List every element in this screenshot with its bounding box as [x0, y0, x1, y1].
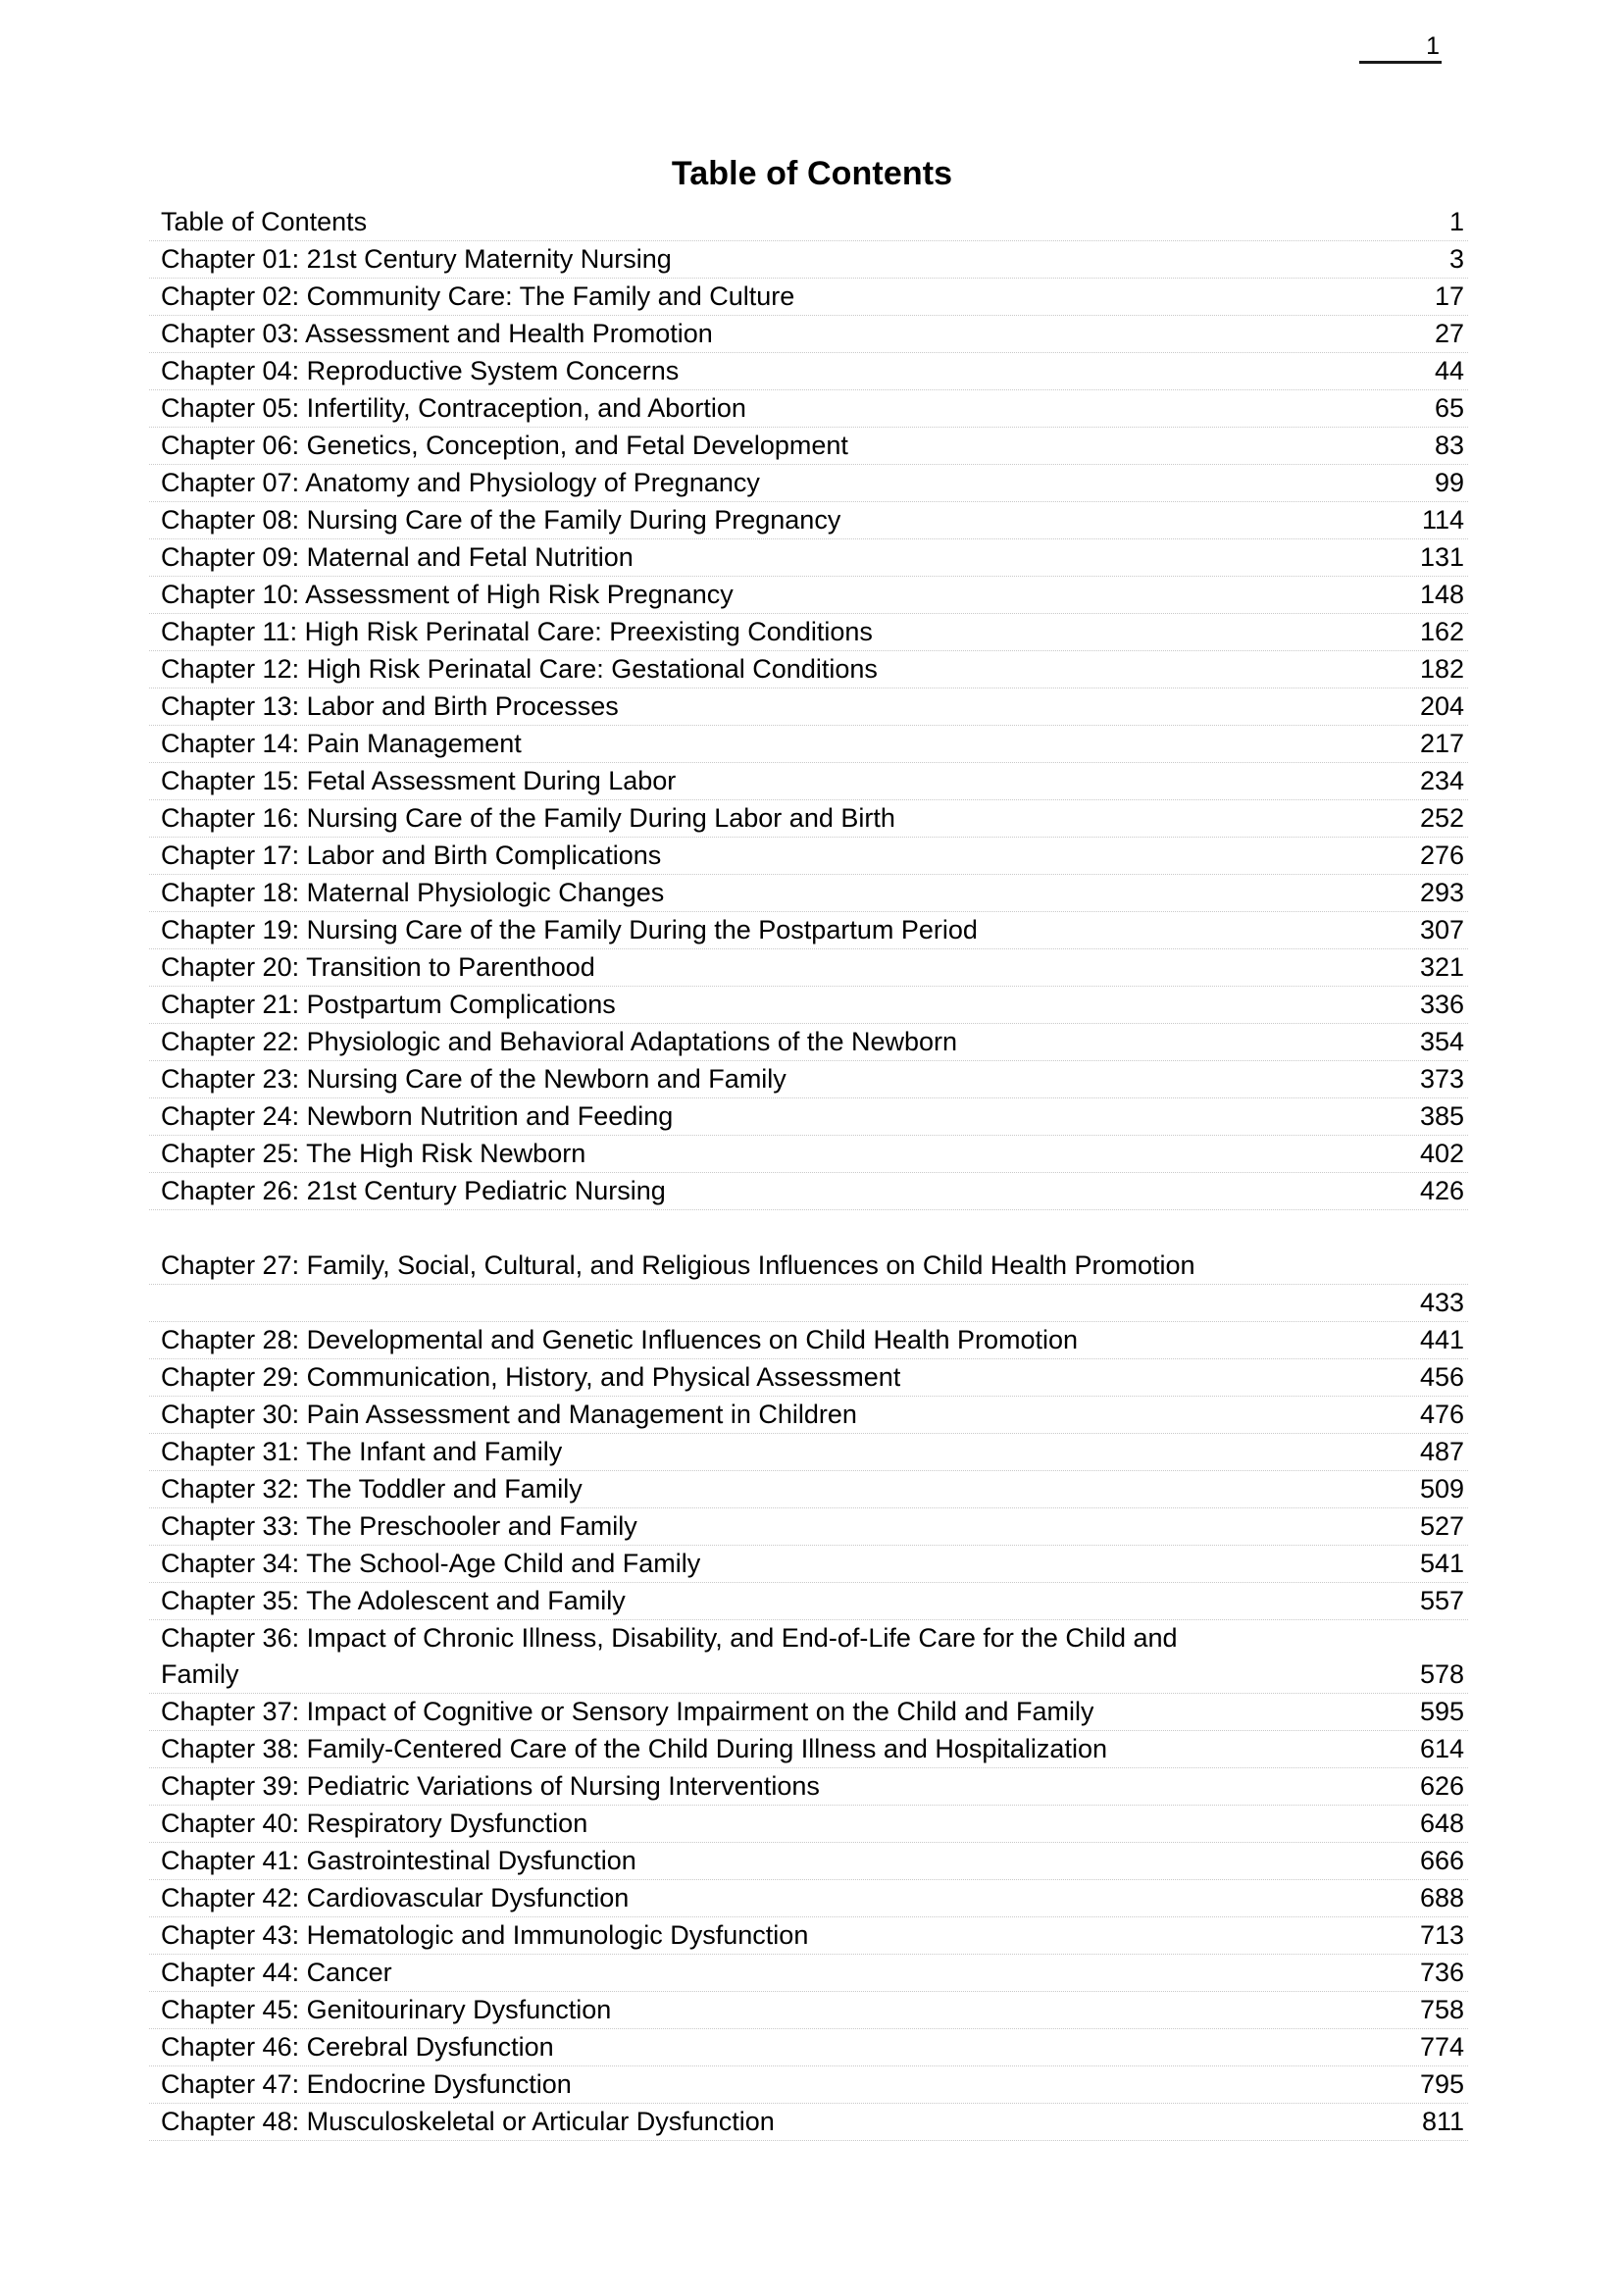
toc-entry-page-number: 65 [1434, 393, 1464, 423]
toc-entry-page-number: 509 [1419, 1473, 1464, 1504]
toc-entry-title: Chapter 44: Cancer [161, 1957, 392, 1987]
table-row[interactable] [149, 726, 1468, 763]
toc-entry-title: Chapter 20: Transition to Parenthood [161, 952, 595, 982]
table-row[interactable] [149, 1061, 1468, 1098]
table-row[interactable] [149, 539, 1468, 577]
toc-entry-page-number: 336 [1419, 990, 1464, 1019]
toc-entry-page-number: 578 [1419, 1658, 1464, 1689]
toc-entry-page-number: 626 [1419, 1770, 1464, 1801]
table-row[interactable] [149, 1731, 1468, 1768]
toc-entry-page-number: 293 [1419, 878, 1464, 907]
toc-entry-title: Chapter 23: Nursing Care of the Newborn and Family [161, 1064, 787, 1094]
toc-entry-title: Chapter 17: Labor and Birth Complications [161, 841, 662, 870]
toc-entry-page-number: 83 [1434, 431, 1464, 460]
table-of-contents-list [149, 204, 1468, 2141]
toc-entry-title: Chapter 16: Nursing Care of the Family During Labor and Birth [161, 803, 895, 833]
toc-entry-title: Chapter 06: Genetics, Conception, and Fetal Development [161, 431, 848, 460]
table-row[interactable] [149, 2066, 1468, 2104]
toc-entry-title: Chapter 02: Community Care: The Family and Culture [161, 281, 795, 311]
toc-entry-title: Chapter 18: Maternal Physiologic Changes [161, 878, 665, 907]
toc-entry-page-number: 162 [1419, 617, 1464, 646]
toc-entry-title: Table of Contents [161, 207, 368, 236]
table-row[interactable] [149, 800, 1468, 838]
toc-entry-title: Chapter 14: Pain Management [161, 729, 522, 758]
toc-entry-title: Chapter 41: Gastrointestinal Dysfunction [161, 1845, 636, 1875]
table-row[interactable] [149, 1508, 1468, 1546]
table-row[interactable] [149, 763, 1468, 800]
toc-entry-title: Chapter 28: Developmental and Genetic Influences on Child Health Promotion [161, 1324, 1079, 1354]
toc-entry-title: Chapter 29: Communication, History, and Physical Assessment [161, 1361, 901, 1392]
header-rule [1359, 61, 1442, 64]
toc-entry-page-number: 182 [1419, 654, 1464, 684]
running-header [0, 33, 1624, 73]
table-row[interactable] [149, 1173, 1468, 1210]
table-row[interactable] [149, 912, 1468, 949]
toc-entry-page-number: 666 [1419, 1845, 1464, 1875]
toc-entry-title: Chapter 01: 21st Century Maternity Nursing [161, 244, 672, 274]
toc-entry-page-number: 614 [1419, 1733, 1464, 1763]
toc-entry-title: Chapter 34: The School-Age Child and Family [161, 1548, 701, 1578]
table-row[interactable] [149, 1806, 1468, 1843]
table-row[interactable] [149, 1359, 1468, 1397]
table-row[interactable] [149, 614, 1468, 651]
toc-entry-page-number: 44 [1434, 356, 1464, 385]
toc-entry-title: Chapter 42: Cardiovascular Dysfunction [161, 1882, 630, 1912]
toc-entry-page-number: 385 [1419, 1101, 1464, 1131]
toc-entry-title: Chapter 36: Impact of Chronic Illness, Disability, and End-of-Life Care for the Child and [161, 1622, 1178, 1653]
toc-entry-title-tail: Family [161, 1658, 239, 1689]
table-row[interactable] [149, 949, 1468, 987]
toc-entry-title: Chapter 38: Family-Centered Care of the Child During Illness and Hospitalization [161, 1733, 1107, 1763]
toc-entry-page-number: 1 [1448, 207, 1464, 236]
toc-entry-page-number: 476 [1419, 1399, 1464, 1429]
toc-entry-title: Chapter 21: Postpartum Complications [161, 990, 616, 1019]
table-row[interactable] [149, 316, 1468, 353]
table-row[interactable] [149, 2104, 1468, 2141]
toc-entry-page-number: 373 [1419, 1064, 1464, 1094]
table-row[interactable] [149, 875, 1468, 912]
header-page-number: 1 [1426, 32, 1440, 60]
toc-entry-page-number: 595 [1419, 1696, 1464, 1726]
table-row[interactable] [149, 1694, 1468, 1731]
toc-entry-title: Chapter 26: 21st Century Pediatric Nursing [161, 1176, 666, 1205]
table-row[interactable] [149, 1322, 1468, 1359]
table-row[interactable] [149, 353, 1468, 390]
toc-entry-title: Chapter 03: Assessment and Health Promotion [161, 319, 713, 348]
table-row[interactable] [149, 279, 1468, 316]
toc-entry-title: Chapter 09: Maternal and Fetal Nutrition [161, 542, 634, 572]
toc-entry-title: Chapter 08: Nursing Care of the Family During Pregnancy [161, 505, 841, 535]
table-row[interactable] [149, 1136, 1468, 1173]
toc-entry-page-number: 487 [1419, 1436, 1464, 1466]
table-row[interactable] [149, 1768, 1468, 1806]
toc-entry-page-number: 811 [1421, 2106, 1464, 2136]
toc-entry-title: Chapter 43: Hematologic and Immunologic Dysfunction [161, 1919, 809, 1950]
toc-entry-title: Chapter 48: Musculoskeletal or Articular Dysfunction [161, 2106, 775, 2136]
toc-entry-page-number: 27 [1434, 319, 1464, 348]
page-title: Table of Contents [671, 155, 953, 192]
table-row[interactable] [149, 1583, 1468, 1620]
toc-entry-page-number: 114 [1421, 505, 1464, 535]
table-row[interactable] [149, 1992, 1468, 2029]
table-row[interactable] [149, 838, 1468, 875]
toc-entry-title: Chapter 27: Family, Social, Cultural, and Religious Influences on Child Health Promotion [161, 1249, 1195, 1280]
toc-entry-page-number: 307 [1419, 915, 1464, 944]
toc-entry-title: Chapter 47: Endocrine Dysfunction [161, 2068, 572, 2099]
table-row[interactable] [149, 1434, 1468, 1471]
toc-entry-title: Chapter 30: Pain Assessment and Management in Children [161, 1399, 857, 1429]
toc-entry-page-number: 527 [1419, 1510, 1464, 1541]
toc-entry-page-number: 148 [1419, 580, 1464, 609]
toc-entry-title: Chapter 45: Genitourinary Dysfunction [161, 1994, 612, 2024]
table-row[interactable] [149, 1880, 1468, 1917]
table-row[interactable] [149, 1024, 1468, 1061]
table-row[interactable] [149, 1397, 1468, 1434]
toc-entry-page-number: 354 [1419, 1027, 1464, 1056]
toc-entry-title: Chapter 25: The High Risk Newborn [161, 1139, 586, 1168]
toc-entry-page-number: 648 [1419, 1808, 1464, 1838]
toc-entry-title: Chapter 05: Infertility, Contraception, and Abortion [161, 393, 746, 423]
toc-entry-page-number: 17 [1434, 281, 1464, 311]
table-row[interactable] [149, 465, 1468, 502]
toc-entry-page-number: 795 [1419, 2068, 1464, 2099]
toc-entry-title: Chapter 07: Anatomy and Physiology of Pregnancy [161, 468, 760, 497]
table-row[interactable] [149, 1917, 1468, 1955]
table-row[interactable] [149, 2029, 1468, 2066]
toc-entry-title: Chapter 35: The Adolescent and Family [161, 1585, 626, 1615]
toc-entry-page-number: 204 [1419, 691, 1464, 721]
toc-entry-page-number: 99 [1434, 468, 1464, 497]
toc-entry-page-number: 234 [1419, 766, 1464, 795]
table-row[interactable] [149, 651, 1468, 688]
toc-entry-page-number: 541 [1419, 1548, 1464, 1578]
table-row[interactable] [149, 987, 1468, 1024]
toc-entry-title: Chapter 33: The Preschooler and Family [161, 1510, 637, 1541]
toc-entry-page-number: 402 [1419, 1139, 1464, 1168]
toc-entry-title: Chapter 39: Pediatric Variations of Nursing Interventions [161, 1770, 820, 1801]
table-row[interactable] [149, 1098, 1468, 1136]
toc-entry-title: Chapter 10: Assessment of High Risk Pregnancy [161, 580, 734, 609]
toc-entry-page-number: 736 [1419, 1957, 1464, 1987]
toc-entry-title: Chapter 24: Newborn Nutrition and Feeding [161, 1101, 674, 1131]
table-row[interactable] [149, 1248, 1468, 1285]
toc-entry-title: Chapter 31: The Infant and Family [161, 1436, 563, 1466]
toc-spacer-row [149, 1210, 1468, 1248]
toc-entry-page-number: 321 [1419, 952, 1464, 982]
toc-entry-title: Chapter 40: Respiratory Dysfunction [161, 1808, 588, 1838]
header-page-indicator [1324, 33, 1442, 64]
table-row[interactable] [149, 241, 1468, 279]
toc-entry-title-continuation [161, 1657, 1464, 1693]
toc-entry-title: Chapter 22: Physiologic and Behavioral Adaptations of the Newborn [161, 1027, 958, 1056]
toc-entry-page-number: 217 [1419, 729, 1464, 758]
toc-entry-page-number: 557 [1419, 1585, 1464, 1615]
toc-entry-title: Chapter 32: The Toddler and Family [161, 1473, 583, 1504]
toc-entry-page-number: 713 [1419, 1919, 1464, 1950]
toc-entry-title: Chapter 46: Cerebral Dysfunction [161, 2031, 554, 2062]
toc-entry-title: Chapter 11: High Risk Perinatal Care: Preexisting Conditions [161, 617, 873, 646]
toc-entry-page-number: 774 [1419, 2031, 1464, 2062]
toc-entry-page-number: 426 [1419, 1176, 1464, 1205]
toc-entry-title: Chapter 13: Labor and Birth Processes [161, 691, 619, 721]
toc-entry-page-number: 441 [1419, 1324, 1464, 1354]
toc-entry-title: Chapter 12: High Risk Perinatal Care: Gestational Conditions [161, 654, 878, 684]
toc-entry-page-number: 131 [1419, 542, 1464, 572]
table-row[interactable] [149, 1843, 1468, 1880]
toc-entry-page-number: 688 [1419, 1882, 1464, 1912]
toc-entry-page-number: 758 [1419, 1994, 1464, 2024]
table-row[interactable] [149, 428, 1468, 465]
toc-entry-page-number-row[interactable] [149, 1285, 1468, 1322]
table-row[interactable] [149, 1620, 1468, 1694]
table-row[interactable] [149, 1955, 1468, 1992]
toc-entry-page-number: 276 [1419, 841, 1464, 870]
toc-entry-page-number: 252 [1419, 803, 1464, 833]
toc-entry-page-number: 433 [1419, 1287, 1464, 1317]
table-row[interactable] [149, 1546, 1468, 1583]
table-row[interactable] [149, 1471, 1468, 1508]
table-row[interactable] [149, 390, 1468, 428]
toc-entry-title: Chapter 19: Nursing Care of the Family During the Postpartum Period [161, 915, 978, 944]
toc-entry-title: Chapter 04: Reproductive System Concerns [161, 356, 680, 385]
table-row[interactable] [149, 688, 1468, 726]
table-row[interactable] [149, 502, 1468, 539]
table-row[interactable] [149, 204, 1468, 241]
toc-entry-title: Chapter 15: Fetal Assessment During Labor [161, 766, 677, 795]
table-row[interactable] [149, 577, 1468, 614]
toc-entry-page-number: 456 [1419, 1361, 1464, 1392]
toc-entry-title: Chapter 37: Impact of Cognitive or Sensory Impairment on the Child and Family [161, 1696, 1094, 1726]
toc-entry-page-number: 3 [1448, 244, 1464, 274]
